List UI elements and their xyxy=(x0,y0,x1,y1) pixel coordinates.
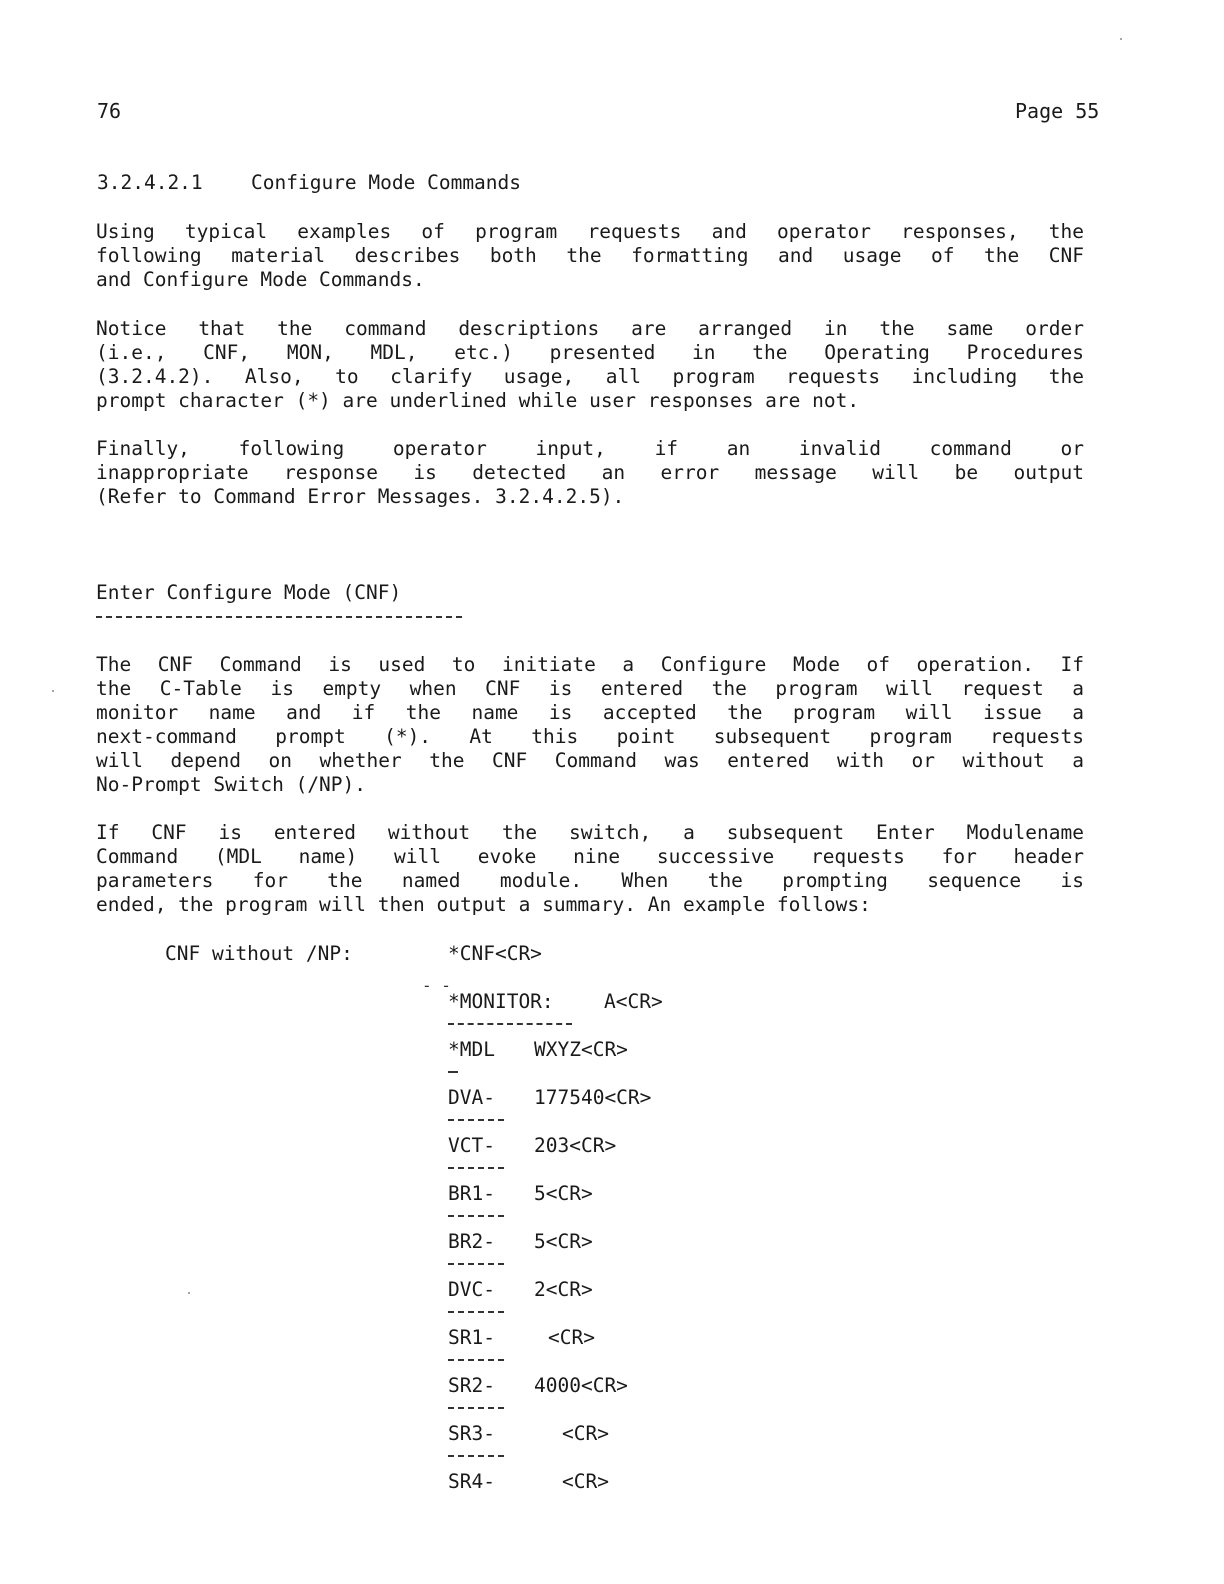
underline-mark: - - xyxy=(422,976,451,995)
text-line: inappropriate response is detected an error message will be output xyxy=(96,461,1084,484)
request-underline xyxy=(448,1407,504,1409)
program-request: *CNF<CR> xyxy=(448,942,542,965)
transcript-line xyxy=(448,1038,628,1061)
transcript-line xyxy=(448,990,663,1013)
transcript-line xyxy=(448,942,542,965)
ordering-paragraph xyxy=(96,317,1084,413)
page-label: Page 55 xyxy=(1015,99,1100,123)
text-line: parameters for the named module. When the prompting sequence is xyxy=(96,869,1084,892)
program-request: SR3- xyxy=(448,1422,495,1445)
program-request: DVA- xyxy=(448,1086,495,1109)
text-line: Using typical examples of program requests and operator responses, the xyxy=(96,220,1084,243)
text-line: the C-Table is empty when CNF is entered the program will request a xyxy=(96,677,1084,700)
text-line: (Refer to Command Error Messages. 3.2.4.2.5). xyxy=(96,485,625,508)
text-line: (i.e., CNF, MON, MDL, etc.) presented in the Operating Procedures xyxy=(96,341,1084,364)
section-title: Configure Mode Commands xyxy=(251,171,522,194)
text-line: and Configure Mode Commands. xyxy=(96,268,425,291)
user-response: 4000<CR> xyxy=(534,1374,628,1397)
text-line: The CNF Command is used to initiate a Configure Mode of operation. If xyxy=(96,653,1084,676)
scan-speck xyxy=(52,690,54,692)
transcript-line xyxy=(448,1326,595,1349)
left-page-number: 76 xyxy=(97,99,122,123)
text-line: Finally, following operator input, if an invalid command or xyxy=(96,437,1084,460)
text-line: prompt character (*) are underlined while user responses are not. xyxy=(96,389,860,412)
text-line: monitor name and if the name is accepted the program will issue a xyxy=(96,701,1084,724)
text-line: No-Prompt Switch (/NP). xyxy=(96,773,367,796)
text-line: (3.2.4.2). Also, to clarify usage, all program requests including the xyxy=(96,365,1084,388)
user-response: <CR> xyxy=(562,1422,609,1445)
cnf-description-paragraph xyxy=(96,653,1084,797)
program-request: BR1- xyxy=(448,1182,495,1205)
program-request: SR4- xyxy=(448,1470,495,1493)
program-request: *MONITOR: xyxy=(448,990,554,1013)
program-request: DVC- xyxy=(448,1278,495,1301)
transcript-line xyxy=(448,1278,593,1301)
request-underline xyxy=(448,1167,504,1169)
request-underline xyxy=(448,1023,572,1025)
transcript-line xyxy=(448,1134,617,1157)
program-request: *MDL xyxy=(448,1038,495,1061)
cnf-switch-paragraph xyxy=(96,821,1084,917)
user-response: <CR> xyxy=(562,1470,609,1493)
scan-speck xyxy=(188,1292,190,1294)
transcript-line xyxy=(448,1086,652,1109)
user-response: 203<CR> xyxy=(534,1134,617,1157)
text-line: Command (MDL name) will evoke nine successive requests for header xyxy=(96,845,1084,868)
program-request: VCT- xyxy=(448,1134,495,1157)
transcript-line xyxy=(448,1422,609,1445)
user-response: <CR> xyxy=(548,1326,595,1349)
request-underline xyxy=(448,1359,504,1361)
transcript-line xyxy=(448,1374,628,1397)
request-underline xyxy=(448,1215,504,1217)
request-underline xyxy=(448,1455,504,1457)
transcript-line xyxy=(448,1470,609,1493)
intro-paragraph xyxy=(96,220,1084,292)
text-line: ended, the program will then output a summary. An example follows: xyxy=(96,893,871,916)
example-label: CNF without /NP: xyxy=(165,942,353,965)
program-request: BR2- xyxy=(448,1230,495,1253)
user-response: 2<CR> xyxy=(534,1278,593,1301)
program-request: SR1- xyxy=(448,1326,495,1349)
text-line: next-command prompt (*). At this point subsequent program requests xyxy=(96,725,1084,748)
request-underline xyxy=(448,1119,504,1121)
text-line: following material describes both the formatting and usage of the CNF xyxy=(96,244,1084,267)
heading-underline xyxy=(96,616,462,618)
user-response: 5<CR> xyxy=(534,1230,593,1253)
section-number: 3.2.4.2.1 xyxy=(97,171,203,194)
request-underline xyxy=(448,1311,504,1313)
text-line: If CNF is entered without the switch, a subsequent Enter Modulename xyxy=(96,821,1084,844)
program-request: SR2- xyxy=(448,1374,495,1397)
user-response: 5<CR> xyxy=(534,1182,593,1205)
error-paragraph xyxy=(96,437,1084,509)
transcript-line xyxy=(448,1230,593,1253)
scan-speck xyxy=(1120,38,1122,40)
request-underline xyxy=(448,1263,504,1265)
request-underline xyxy=(448,1071,458,1073)
subsection-heading: Enter Configure Mode (CNF) xyxy=(96,581,402,604)
user-response: WXYZ<CR> xyxy=(534,1038,628,1061)
text-line: will depend on whether the CNF Command was entered with or without a xyxy=(96,749,1084,772)
transcript-line xyxy=(448,1182,593,1205)
user-response: 177540<CR> xyxy=(534,1086,652,1109)
user-response: A<CR> xyxy=(604,990,663,1013)
text-line: Notice that the command descriptions are arranged in the same order xyxy=(96,317,1084,340)
